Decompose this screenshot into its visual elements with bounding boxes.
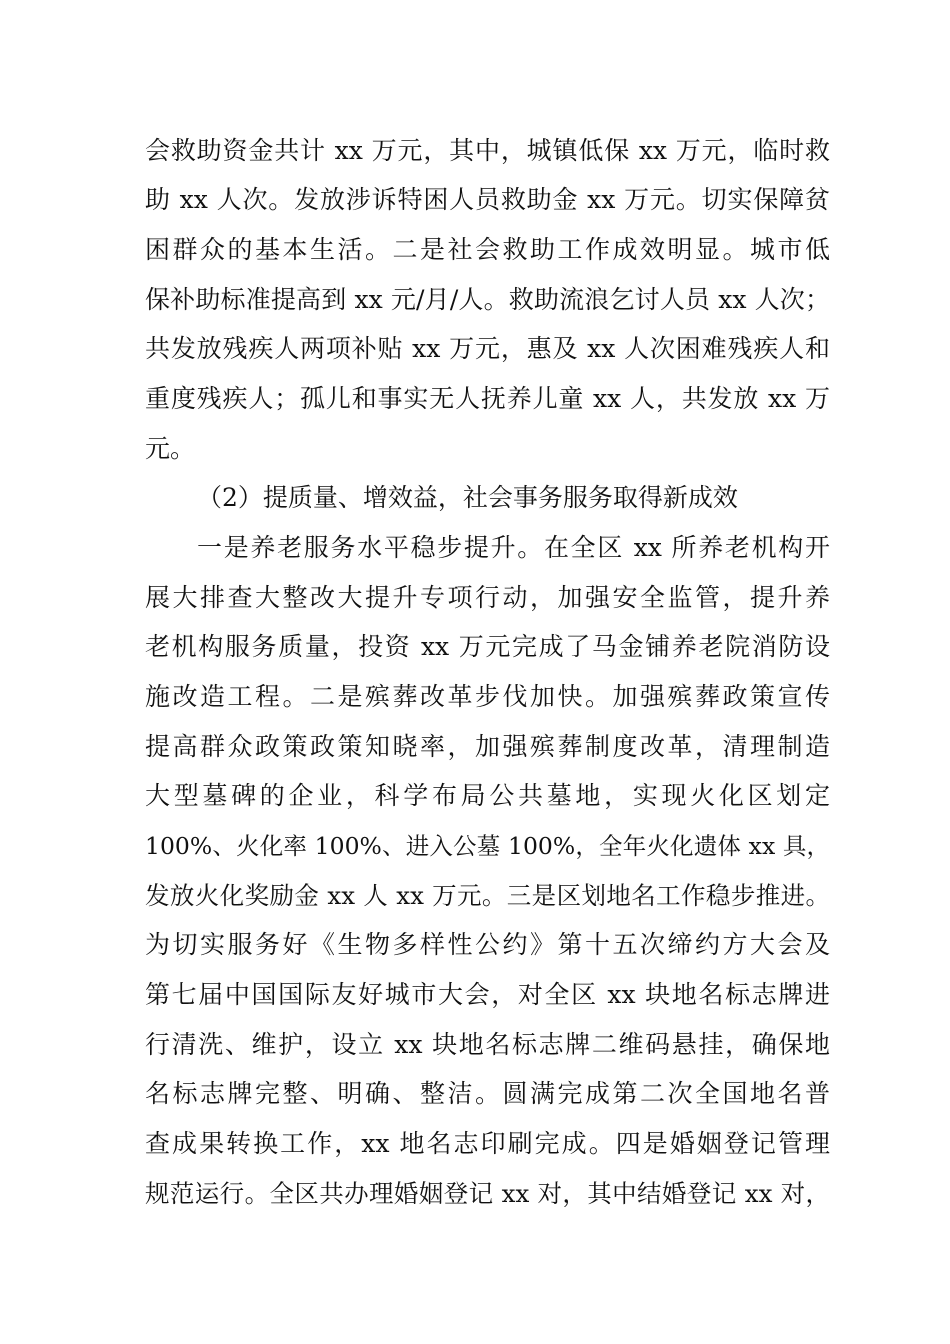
text-line: 大型墓碑的企业，科学布局公共墓地，实现火化区划定	[145, 781, 830, 810]
text-line: 展大排查大整改大提升专项行动，加强安全监管，提升养	[145, 583, 830, 612]
text-line: 元。	[145, 434, 196, 463]
section-heading: （2）提质量、增效益，社会事务服务取得新成效	[197, 483, 738, 512]
text-line: 发放火化奖励金 xx 人 xx 万元。三是区划地名工作稳步推进。	[145, 881, 830, 910]
text-line: 提高群众政策政策知晓率，加强殡葬制度改革，清理制造	[145, 732, 830, 761]
text-line: 一是养老服务水平稳步提升。在全区 xx 所养老机构开	[197, 533, 830, 562]
text-line: 100%、火化率 100%、进入公墓 100%，全年火化遗体 xx 具，	[145, 832, 830, 860]
text-line: 老机构服务质量，投资 xx 万元完成了马金铺养老院消防设	[145, 632, 830, 661]
text-line: 施改造工程。二是殡葬改革步伐加快。加强殡葬政策宣传	[145, 682, 830, 711]
text-line: 查成果转换工作，xx 地名志印刷完成。四是婚姻登记管理	[145, 1129, 830, 1158]
text-line: 会救助资金共计 xx 万元，其中，城镇低保 xx 万元，临时救	[145, 136, 830, 165]
text-line: 规范运行。全区共办理婚姻登记 xx 对，其中结婚登记 xx 对，	[145, 1179, 830, 1208]
text-line: 助 xx 人次。发放涉诉特困人员救助金 xx 万元。切实保障贫	[145, 185, 830, 214]
text-line: 保补助标准提高到 xx 元/月/人。救助流浪乞讨人员 xx 人次；	[145, 285, 830, 314]
text-line: 为切实服务好《生物多样性公约》第十五次缔约方大会及	[145, 930, 830, 959]
text-line: 共发放残疾人两项补贴 xx 万元，惠及 xx 人次困难残疾人和	[145, 334, 830, 363]
text-line: 第七届中国国际友好城市大会，对全区 xx 块地名标志牌进	[145, 980, 830, 1009]
text-line: 重度残疾人；孤儿和事实无人抚养儿童 xx 人，共发放 xx 万	[145, 384, 830, 413]
text-line: 行清洗、维护，设立 xx 块地名标志牌二维码悬挂，确保地	[145, 1030, 830, 1059]
text-line: 名标志牌完整、明确、整洁。圆满完成第二次全国地名普	[145, 1079, 830, 1108]
text-line: 困群众的基本生活。二是社会救助工作成效明显。城市低	[145, 235, 830, 264]
